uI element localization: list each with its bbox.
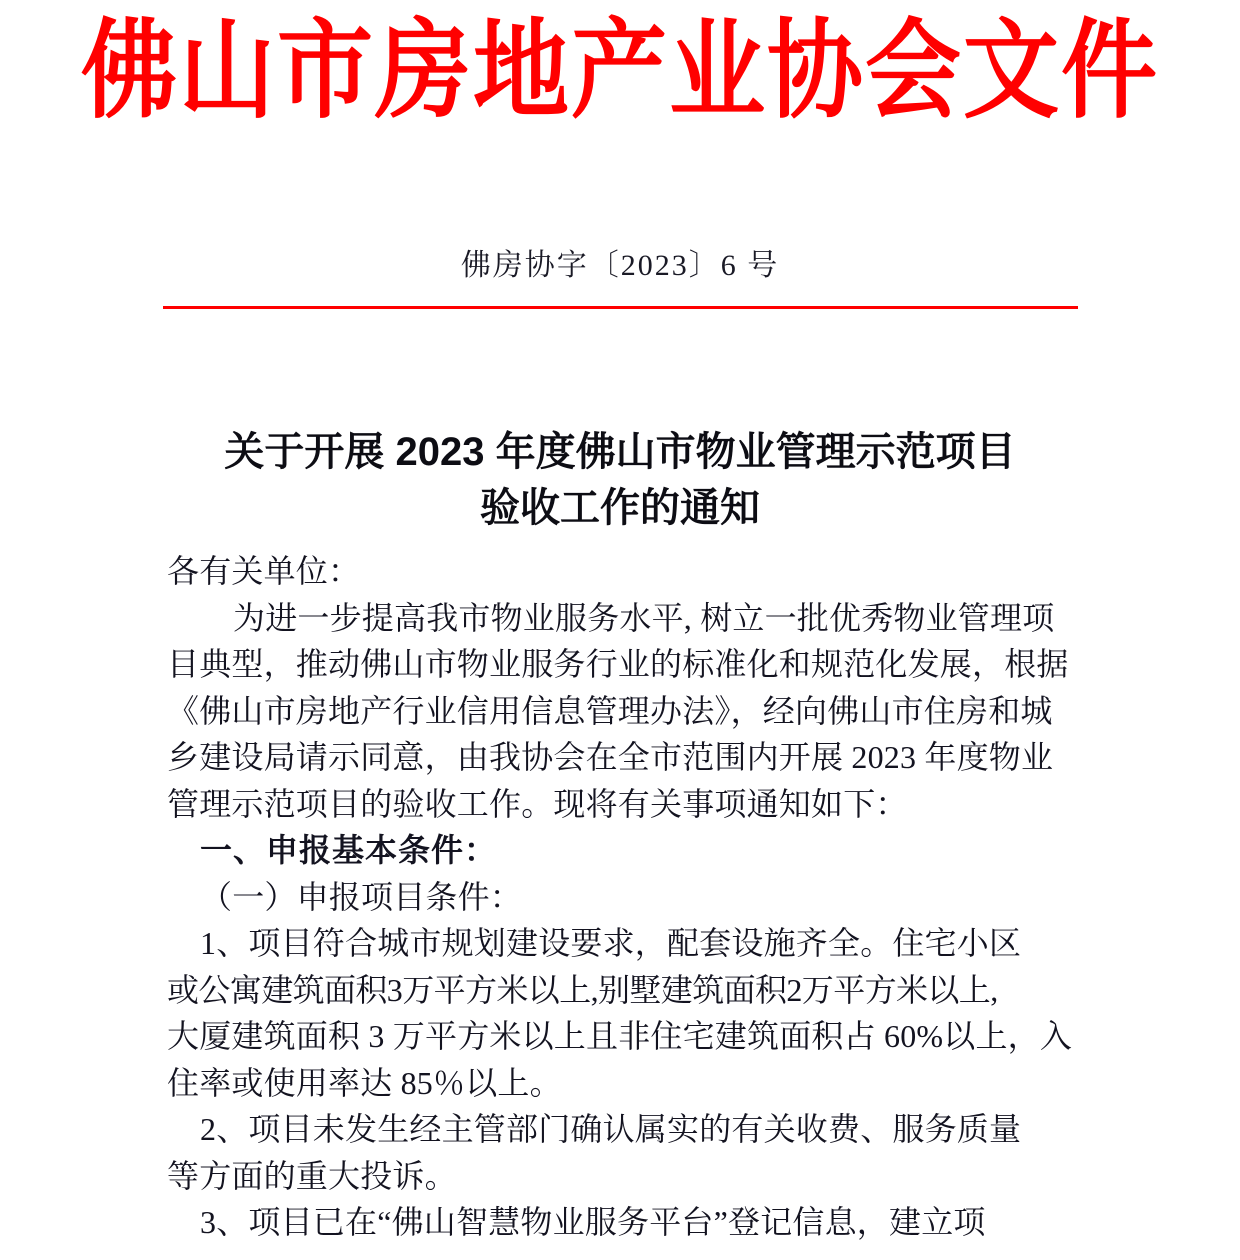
item-2-line-2: 等方面的重大投诉。 xyxy=(167,1157,457,1194)
document-number: 佛房协字〔2023〕6 号 xyxy=(460,249,780,282)
paragraph-1-line-3: 《佛山市房地产行业信用信息管理办法》，经向佛山市住房和城 xyxy=(167,692,1053,729)
item-1-line-3: 大厦建筑面积 3 万平方米以上且非住宅建筑面积占 60%以上，入 xyxy=(167,1018,1073,1054)
item-1-line-4: 住率或使用率达 85％以上。 xyxy=(167,1064,562,1101)
page-title-line-1: 关于开展 2023 年度佛山市物业管理示范项目 xyxy=(224,430,1016,474)
item-1-line-1: 1、项目符合城市规划建设要求，配套设施齐全。住宅小区 xyxy=(200,925,1022,961)
subsection-heading-1: （一）申报项目条件： xyxy=(200,878,523,915)
item-2-line-1: 2、项目未发生经主管部门确认属实的有关收费、服务质量 xyxy=(200,1111,1022,1147)
paragraph-1-line-4: 乡建设局请示同意，由我协会在全市范围内开展 2023 年度物业 xyxy=(167,739,1054,775)
section-heading-1: 一、申报基本条件： xyxy=(200,832,498,868)
paragraph-1-line-2: 目典型，推动佛山市物业服务行业的标准化和规范化发展，根据 xyxy=(167,646,1069,682)
masthead xyxy=(0,11,1240,132)
paragraph-1-line-1: 为进一步提高我市物业服务水平, 树立一批优秀物业管理项 xyxy=(233,599,1055,636)
red-divider-rule xyxy=(163,306,1078,309)
item-1-line-2: 或公寓建筑面积3万平方米以上,别墅建筑面积2万平方米以上, xyxy=(167,971,998,1008)
document-body xyxy=(167,548,1081,1246)
page-title xyxy=(160,424,1080,536)
item-3-line-1: 3、项目已在“佛山智慧物业服务平台”登记信息，建立项 xyxy=(200,1204,986,1240)
salutation: 各有关单位： xyxy=(167,553,361,589)
masthead-title: 佛山市房地产业协会文件 xyxy=(81,11,1159,132)
paragraph-1-line-5: 管理示范项目的验收工作。现将有关事项通知如下： xyxy=(167,785,908,822)
page-title-line-2: 验收工作的通知 xyxy=(480,486,760,530)
